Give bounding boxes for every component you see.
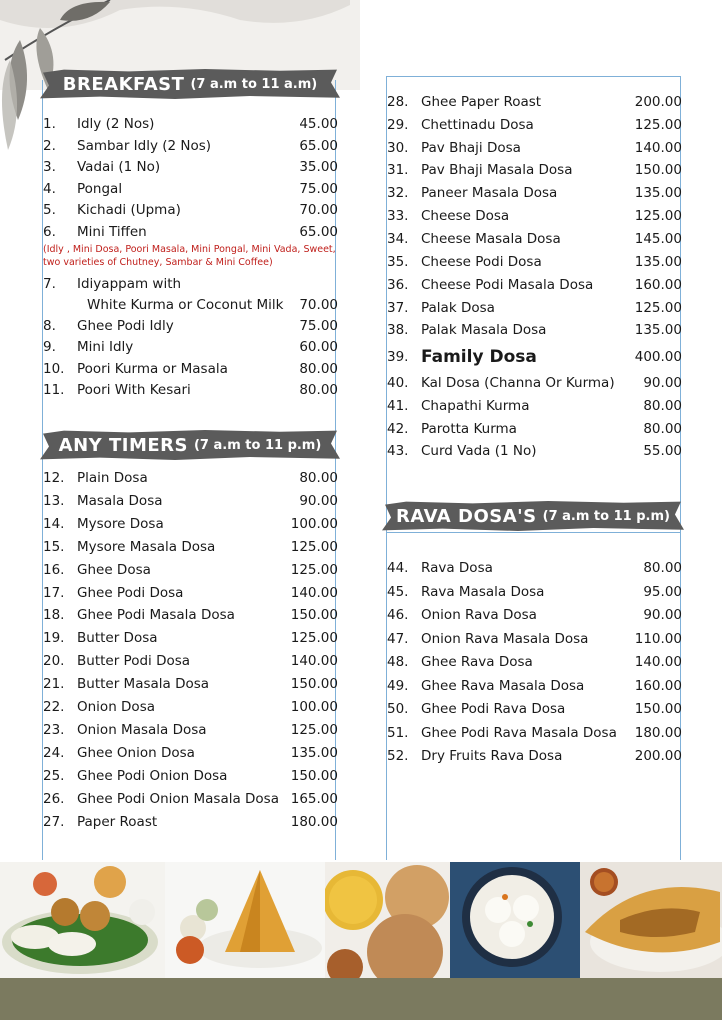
item-name: Cheese Dosa [421,208,510,224]
item-name: Onion Masala Dosa [77,722,207,738]
item-name: Ghee Rava Dosa [421,654,533,670]
item-name: Kal Dosa (Channa Or Kurma) [421,375,615,391]
item-price: 400.00 [634,349,682,365]
mini-tiffen-note-line2: two varieties of Chutney, Sambar & Mini Coffee) [43,257,273,268]
ghee-roast-cone-photo [165,862,325,978]
item-price: 200.00 [634,748,682,764]
masala-dosa-photo [580,862,722,978]
item-number: 8. [43,318,56,334]
item-name: Mini Idly [77,339,134,355]
menu-item [387,137,682,159]
menu-item [387,274,682,296]
menu-item [43,113,338,135]
item-price: 135.00 [634,322,682,338]
item-price: 180.00 [634,725,682,741]
item-price: 180.00 [290,814,338,830]
item-number: 24. [43,745,65,761]
menu-item [43,536,338,558]
item-number: 22. [43,699,65,715]
item-number: 49. [387,678,409,694]
menu-item [387,604,682,626]
right-column-top-rule [386,76,680,77]
menu-item [387,557,682,579]
item-name: Onion Rava Dosa [421,607,537,623]
menu-item [387,182,682,204]
menu-item [43,273,338,295]
item-name: Plain Dosa [77,470,148,486]
item-price: 80.00 [299,382,338,398]
item-price: 125.00 [634,117,682,133]
rava-header [382,501,684,531]
item-name: Idly (2 Nos) [77,116,155,132]
menu-item [387,114,682,136]
item-price: 35.00 [299,159,338,175]
item-name: Ghee Podi Masala Dosa [77,607,235,623]
menu-item [387,395,682,417]
item-price: 140.00 [634,140,682,156]
item-name: Family Dosa [421,347,537,367]
menu-item [43,627,338,649]
menu-item [387,418,682,440]
item-name: Mysore Masala Dosa [77,539,216,555]
breakfast-header [40,69,340,99]
item-name: Ghee Dosa [77,562,151,578]
menu-item [43,719,338,741]
breakfast-time: (7 a.m to 11 a.m) [190,76,318,92]
item-name: Cheese Masala Dosa [421,231,561,247]
item-number: 13. [43,493,65,509]
item-name: Rava Masala Dosa [421,584,545,600]
item-price: 125.00 [290,562,338,578]
item-price: 140.00 [290,653,338,669]
item-name: Pongal [77,181,123,197]
item-price: 150.00 [290,607,338,623]
item-name: Chettinadu Dosa [421,117,534,133]
item-name: Mysore Dosa [77,516,164,532]
menu-item [43,178,338,200]
menu-item [43,490,338,512]
menu-item [387,745,682,767]
item-name: Ghee Podi Rava Dosa [421,701,566,717]
item-price: 100.00 [290,699,338,715]
item-name: Idiyappam with [77,276,182,292]
item-price: 75.00 [299,181,338,197]
item-number: 14. [43,516,65,532]
menu-item [387,440,682,462]
item-number: 7. [43,276,56,292]
item-number: 11. [43,382,65,398]
menu-item [43,221,338,243]
item-number: 50. [387,701,409,717]
menu-item [43,650,338,672]
item-name: Palak Masala Dosa [421,322,547,338]
item-price: 150.00 [634,701,682,717]
item-number: 51. [387,725,409,741]
item-name: Butter Podi Dosa [77,653,191,669]
menu-item [387,319,682,341]
item-price: 70.00 [299,202,338,218]
menu-item [387,722,682,744]
item-number: 26. [43,791,65,807]
item-number: 47. [387,631,409,647]
item-price: 125.00 [290,539,338,555]
menu-item [43,604,338,626]
item-name: Cheese Podi Dosa [421,254,542,270]
menu-item [43,379,338,401]
item-price: 135.00 [290,745,338,761]
menu-item [387,651,682,673]
item-price: 160.00 [634,678,682,694]
item-name: Ghee Podi Onion Masala Dosa [77,791,279,807]
item-price: 150.00 [634,162,682,178]
menu-item [43,742,338,764]
menu-item [387,228,682,250]
item-number: 16. [43,562,65,578]
item-number: 25. [43,768,65,784]
menu-item [387,346,682,368]
item-number: 46. [387,607,409,623]
menu-item [43,673,338,695]
item-number: 17. [43,585,65,601]
item-price: 65.00 [299,138,338,154]
item-price: 140.00 [634,654,682,670]
item-number: 33. [387,208,409,224]
item-price: 125.00 [290,630,338,646]
item-price: 140.00 [290,585,338,601]
item-price: 80.00 [643,560,682,576]
menu-item [43,788,338,810]
any-timers-title: ANY TIMERS [58,434,188,456]
item-number: 4. [43,181,56,197]
menu-item [43,513,338,535]
menu-item [387,581,682,603]
item-number: 30. [387,140,409,156]
item-number: 35. [387,254,409,270]
item-number: 44. [387,560,409,576]
any-timers-time: (7 a.m to 11 p.m) [193,437,322,453]
footer-bar [0,978,722,1020]
item-number: 6. [43,224,56,240]
item-number: 29. [387,117,409,133]
menu-item [43,336,338,358]
item-name: Pav Bhaji Masala Dosa [421,162,573,178]
item-price: 110.00 [634,631,682,647]
item-price: 80.00 [299,470,338,486]
item-number: 15. [43,539,65,555]
menu-item [43,582,338,604]
item-name: Ghee Podi Idly [77,318,174,334]
item-number: 43. [387,443,409,459]
item-price: 125.00 [290,722,338,738]
item-price: 60.00 [299,339,338,355]
menu-item [43,765,338,787]
item-price: 80.00 [299,361,338,377]
item-name: Chapathi Kurma [421,398,530,414]
item-price: 125.00 [634,300,682,316]
menu-item [43,156,338,178]
item-name: Paper Roast [77,814,158,830]
idly-vada-photo [0,862,165,978]
menu-item [43,696,338,718]
item-number: 34. [387,231,409,247]
menu-item [43,135,338,157]
item-number: 18. [43,607,65,623]
item-price: 75.00 [299,318,338,334]
item-name: Poori Kurma or Masala [77,361,228,377]
item-number: 37. [387,300,409,316]
item-number: 39. [387,349,409,365]
item-number: 1. [43,116,56,132]
item-name: Ghee Rava Masala Dosa [421,678,585,694]
rava-title: RAVA DOSA'S [396,505,537,527]
item-price: 65.00 [299,224,338,240]
item-name: Pav Bhaji Dosa [421,140,521,156]
item-name: Cheese Podi Masala Dosa [421,277,594,293]
menu-item [43,358,338,380]
item-name: Sambar Idly (2 Nos) [77,138,212,154]
food-photo-strip [0,862,722,978]
menu-item [387,628,682,650]
item-price: 135.00 [634,185,682,201]
item-name: Kichadi (Upma) [77,202,181,218]
menu-item [387,698,682,720]
mini-tiffen-note [43,243,336,269]
item-number: 52. [387,748,409,764]
item-number: 5. [43,202,56,218]
item-name: Onion Rava Masala Dosa [421,631,589,647]
item-price: 45.00 [299,116,338,132]
item-number: 21. [43,676,65,692]
item-number: 42. [387,421,409,437]
item-number: 38. [387,322,409,338]
item-price: 90.00 [299,493,338,509]
item-name: Dry Fruits Rava Dosa [421,748,563,764]
item-number: 12. [43,470,65,486]
item-name: Rava Dosa [421,560,493,576]
item-name: Parotta Kurma [421,421,517,437]
menu-item [387,675,682,697]
item-number: 2. [43,138,56,154]
item-price: 150.00 [290,768,338,784]
rava-section-rule [386,532,680,533]
item-number: 31. [387,162,409,178]
item-price: 80.00 [643,398,682,414]
item-name: Ghee Paper Roast [421,94,542,110]
item-name: Ghee Onion Dosa [77,745,195,761]
item-name: Onion Dosa [77,699,156,715]
item-name: Vadai (1 No) [77,159,161,175]
menu-item [387,159,682,181]
curd-vada-photo [450,862,580,978]
menu-item [43,467,338,489]
item-number: 20. [43,653,65,669]
item-name: Ghee Podi Dosa [77,585,184,601]
poori-photo [325,862,450,978]
item-number: 3. [43,159,56,175]
rava-time: (7 a.m to 11 p.m) [542,508,670,524]
item-price: 165.00 [290,791,338,807]
item-price: 150.00 [290,676,338,692]
menu-item [43,559,338,581]
item-number: 41. [387,398,409,414]
item-price: 90.00 [643,375,682,391]
item-number: 36. [387,277,409,293]
item-name: Ghee Podi Rava Masala Dosa [421,725,617,741]
menu-item [387,372,682,394]
item-price: 125.00 [634,208,682,224]
item-price: 95.00 [643,584,682,600]
item-name: Paneer Masala Dosa [421,185,558,201]
item-number: 23. [43,722,65,738]
item-name: Butter Dosa [77,630,158,646]
item-price: 200.00 [634,94,682,110]
item-name: Mini Tiffen [77,224,147,240]
item-price: 135.00 [634,254,682,270]
item-name: Palak Dosa [421,300,495,316]
item-number: 45. [387,584,409,600]
breakfast-title: BREAKFAST [62,73,185,95]
item-number: 48. [387,654,409,670]
item-number: 10. [43,361,65,377]
menu-item [43,315,338,337]
item-name: Curd Vada (1 No) [421,443,537,459]
item-number: 28. [387,94,409,110]
menu-item [387,91,682,113]
item-name: Butter Masala Dosa [77,676,210,692]
item-name: White Kurma or Coconut Milk [87,297,284,313]
item-price: 55.00 [643,443,682,459]
menu-item [387,205,682,227]
item-name: Masala Dosa [77,493,163,509]
item-name: Ghee Podi Onion Dosa [77,768,228,784]
menu-item [387,251,682,273]
menu-item [43,811,338,833]
menu-item [387,297,682,319]
any-timers-header [40,430,340,460]
item-number: 40. [387,375,409,391]
item-price: 160.00 [634,277,682,293]
item-number: 27. [43,814,65,830]
item-price: 70.00 [299,297,338,313]
item-number: 32. [387,185,409,201]
item-price: 145.00 [634,231,682,247]
item-number: 19. [43,630,65,646]
item-price: 100.00 [290,516,338,532]
item-price: 80.00 [643,421,682,437]
menu-item [43,294,338,316]
item-number: 9. [43,339,56,355]
mini-tiffen-note-line1: (Idly , Mini Dosa, Poori Masala, Mini Pongal, Mini Vada, Sweet, [43,244,336,255]
item-price: 90.00 [643,607,682,623]
item-name: Poori With Kesari [77,382,191,398]
menu-item [43,199,338,221]
